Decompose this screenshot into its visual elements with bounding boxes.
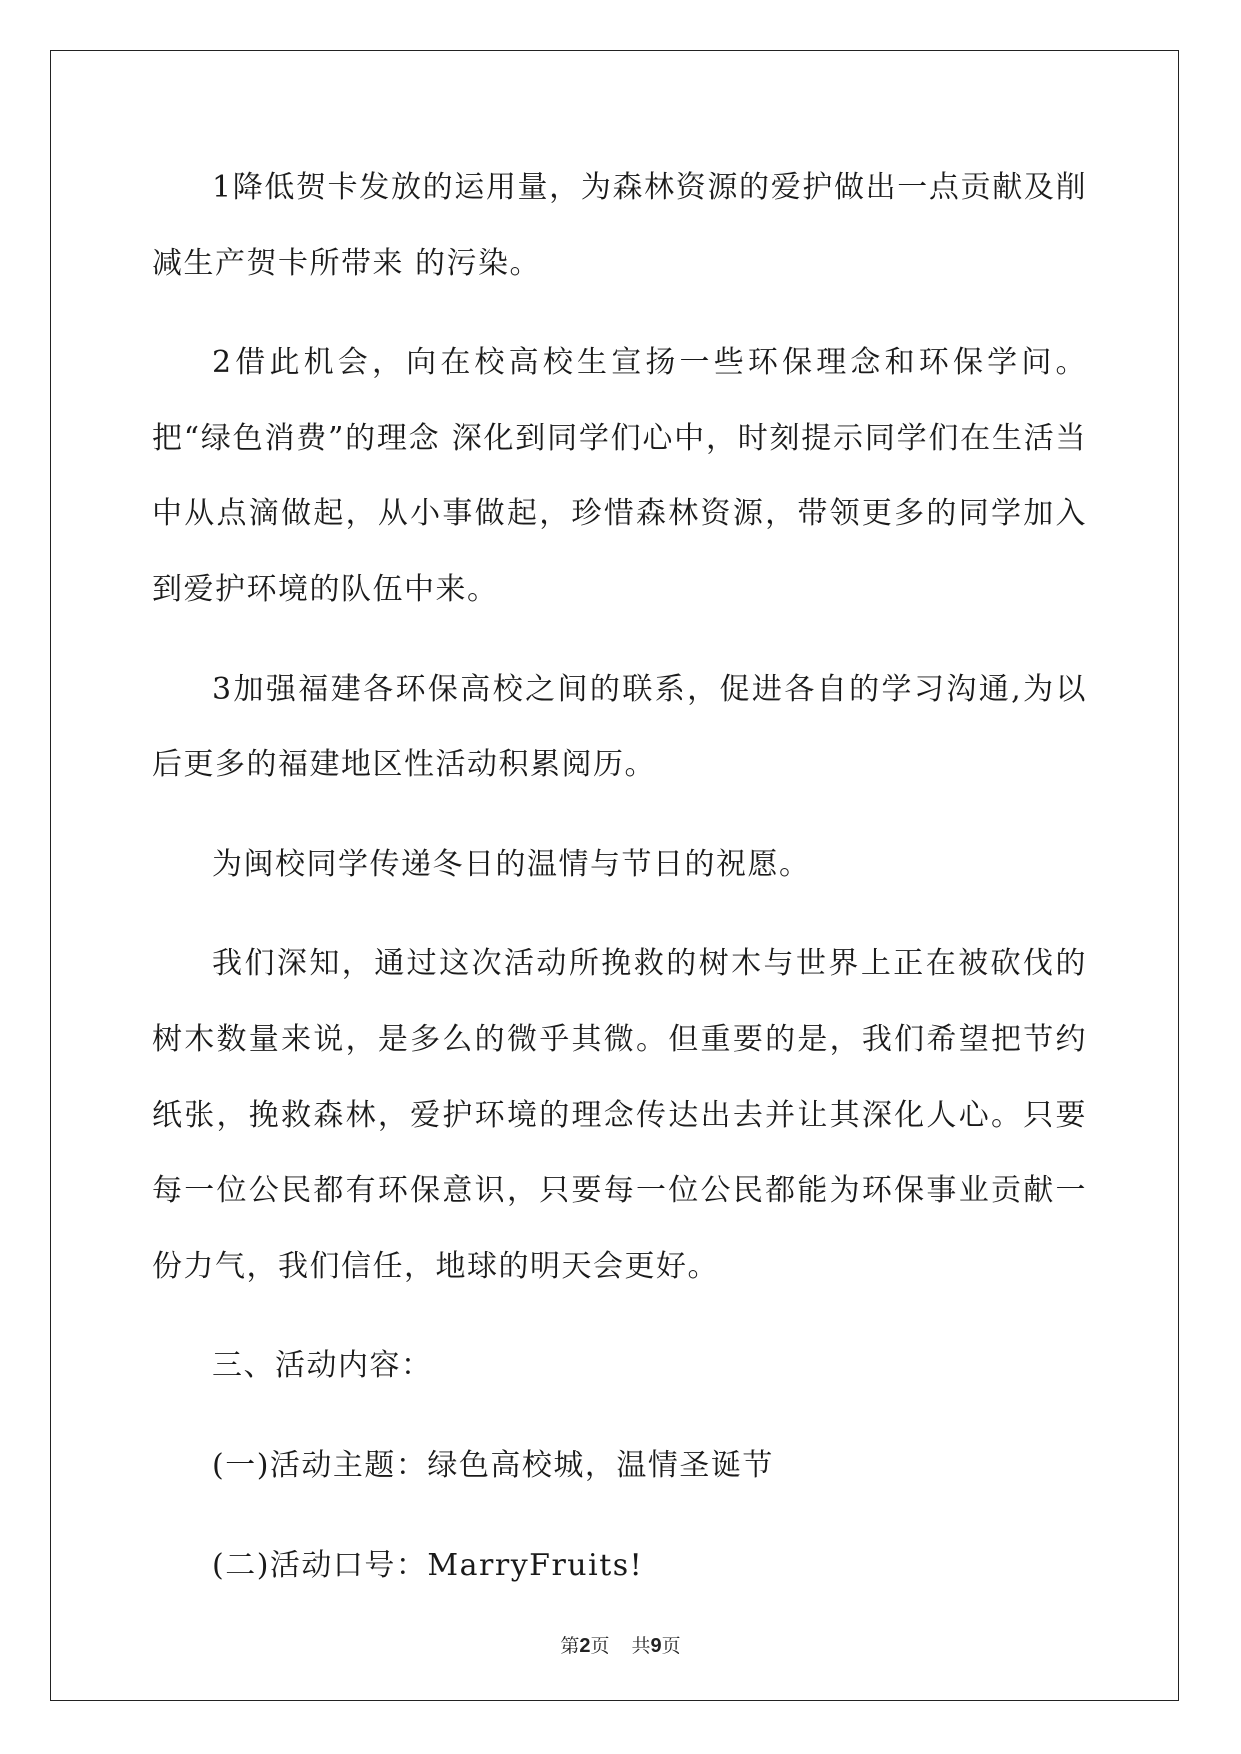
total-prefix: 共	[631, 1635, 651, 1657]
document-body	[152, 150, 1087, 1627]
activity-theme: (一)活动主题：绿色高校城，温情圣诞节	[212, 1447, 774, 1483]
page-suffix: 页	[590, 1635, 610, 1657]
paragraph-goal-2: 2借此机会，向在校高校生宣扬一些环保理念和环保学问。把“绿色消费”的理念 深化到同学们心中，时刻提示同学们在生活当中从点滴做起，从小事做起，珍惜森林资源，带领更多的同学加入到爱护环境的队伍中来。	[152, 345, 1087, 607]
activity-slogan: (二)活动口号：MarryFruits!	[212, 1547, 644, 1583]
page-number: 2	[579, 1635, 591, 1657]
paragraph-goal-3: 3加强福建各环保高校之间的联系，促进各自的学习沟通,为以后更多的福建地区性活动积累阅历。	[152, 671, 1087, 783]
page-footer	[0, 1631, 1241, 1658]
page-prefix: 第	[560, 1635, 580, 1657]
total-suffix: 页	[661, 1635, 681, 1657]
section-heading-activity-content: 三、活动内容：	[212, 1348, 433, 1384]
paragraph-significance: 我们深知，通过这次活动所挽救的树木与世界上正在被砍伐的树木数量来说，是多么的微乎其微。但重要的是，我们希望把节约纸张，挽救森林，爱护环境的理念传达出去并让其深化人心。只要每一位公民都有环保意识，只要每一位公民都能为环保事业贡献一份力气，我们信任，地球的明天会更好。	[152, 946, 1087, 1284]
total-pages: 9	[650, 1635, 662, 1657]
paragraph-wishes: 为闽校同学传递冬日的温情与节日的祝愿。	[212, 846, 811, 882]
paragraph-goal-1: 1降低贺卡发放的运用量，为森林资源的爱护做出一点贡献及削减生产贺卡所带来 的污染。	[152, 170, 1087, 281]
